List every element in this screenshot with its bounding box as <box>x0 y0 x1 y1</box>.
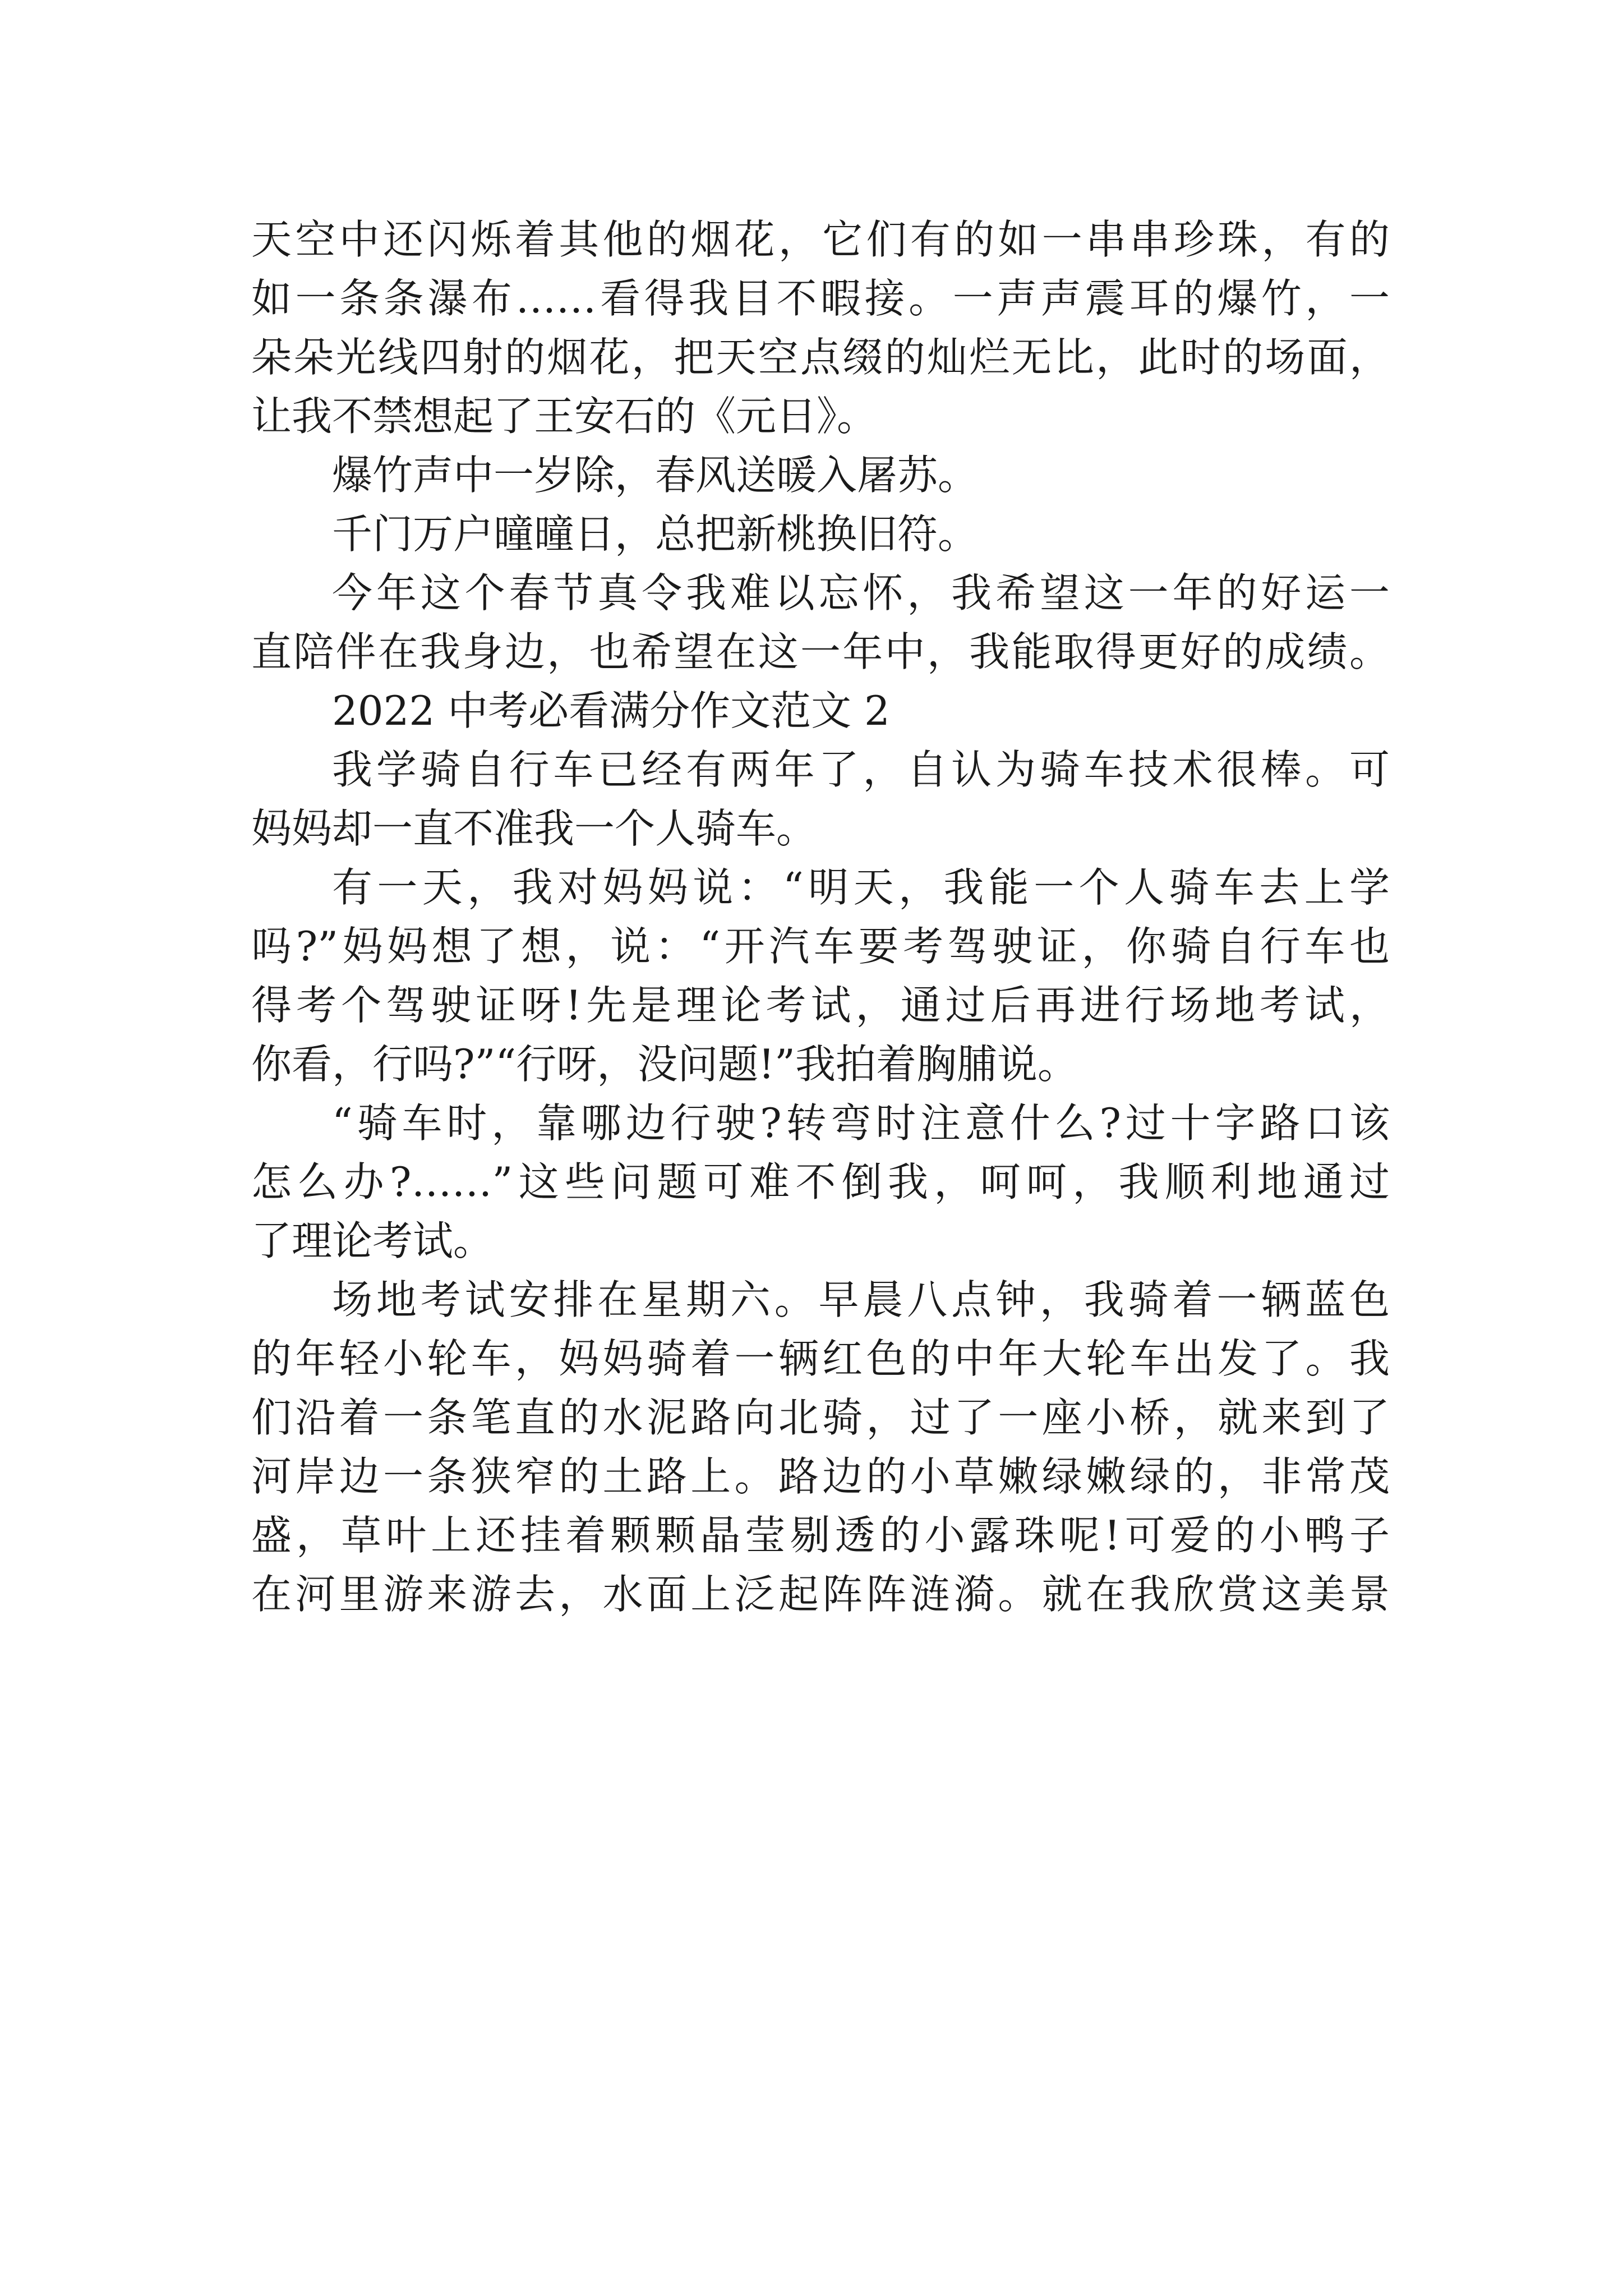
text-line: 盛，草叶上还挂着颗颗晶莹剔透的小露珠呢!可爱的小鸭子 <box>251 1512 1390 1559</box>
text-line: 河岸边一条狭窄的土路上。路边的小草嫩绿嫩绿的，非常茂 <box>251 1453 1390 1500</box>
text-line: 场地考试安排在星期六。早晨八点钟，我骑着一辆蓝色 <box>332 1276 1390 1323</box>
poem-line: 爆竹声中一岁除，春风送暖入屠苏。 <box>332 452 979 499</box>
section-heading: 2022 中考必看满分作文范文 2 <box>332 687 890 734</box>
text-line: 了理论考试。 <box>251 1217 494 1264</box>
text-line: 直陪伴在我身边，也希望在这一年中，我能取得更好的成绩。 <box>251 628 1390 675</box>
text-line: 在河里游来游去，水面上泛起阵阵涟漪。就在我欣赏这美景 <box>251 1571 1390 1618</box>
text-line: 让我不禁想起了王安石的《元日》。 <box>251 393 878 440</box>
text-line: 有一天，我对妈妈说：“明天，我能一个人骑车去上学 <box>332 864 1390 911</box>
text-line: 怎么办?……”这些问题可难不倒我，呵呵，我顺利地通过 <box>251 1158 1390 1205</box>
text-line: 们沿着一条笔直的水泥路向北骑，过了一座小桥，就来到了 <box>251 1394 1390 1441</box>
text-line: 你看，行吗?”“行呀，没问题!”我拍着胸脯说。 <box>251 1041 1078 1088</box>
text-line: 天空中还闪烁着其他的烟花，它们有的如一串串珍珠，有的 <box>251 216 1390 263</box>
poem-line: 千门万户曈曈日，总把新桃换旧符。 <box>332 510 979 558</box>
text-line: 妈妈却一直不准我一个人骑车。 <box>251 805 817 852</box>
text-line: “骑车时，靠哪边行驶?转弯时注意什么?过十字路口该 <box>332 1099 1390 1147</box>
text-line: 得考个驾驶证呀!先是理论考试，通过后再进行场地考试， <box>251 982 1390 1029</box>
text-line: 朵朵光线四射的烟花，把天空点缀的灿烂无比，此时的场面， <box>251 334 1390 381</box>
document-page <box>251 210 1390 1624</box>
text-line: 吗?”妈妈想了想，说：“开汽车要考驾驶证，你骑自行车也 <box>251 923 1390 970</box>
text-line: 如一条条瀑布……看得我目不暇接。一声声震耳的爆竹，一 <box>251 275 1390 322</box>
text-line: 今年这个春节真令我难以忘怀，我希望这一年的好运一 <box>332 569 1390 616</box>
text-line: 我学骑自行车已经有两年了，自认为骑车技术很棒。可 <box>332 746 1390 793</box>
text-line: 的年轻小轮车，妈妈骑着一辆红色的中年大轮车出发了。我 <box>251 1335 1390 1382</box>
